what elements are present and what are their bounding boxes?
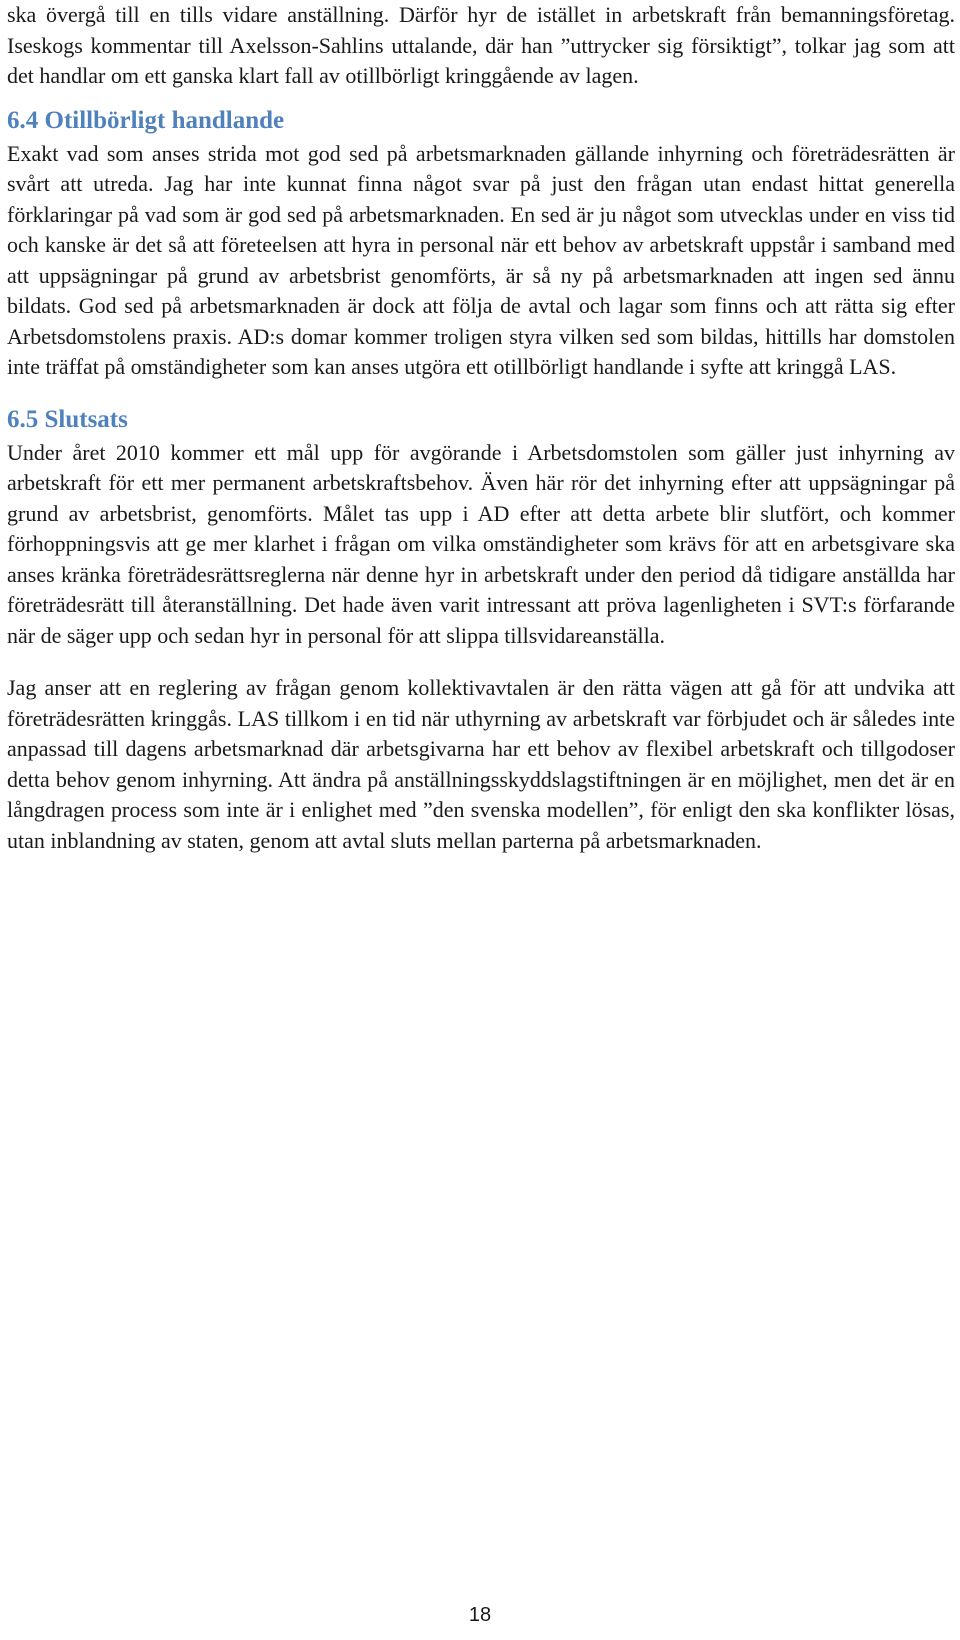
section-heading-6-4: 6.4 Otillbörligt handlande bbox=[7, 106, 285, 134]
intro-paragraph: ska övergå till en tills vidare anställning. Därför hyr de istället in arbetskraft från bemanningsföretag. Iseskogs kommentar till Axelsson-Sahlins uttalande, där han ”uttrycker sig försiktigt”, tolkar jag som att det handlar om ett ganska klart fall av otillbörligt kringgående av lagen. bbox=[7, 2, 955, 88]
page-number: 18 bbox=[468, 1604, 492, 1626]
section-6-5-paragraph-2: Jag anser att en reglering av frågan genom kollektivavtalen är den rätta vägen att gå för att undvika att företrädesrätten kringgås. LAS tillkom i en tid när uthyrning av arbetskraft var förbjudet och är således inte anpassad till dagens arbetsmarknad där arbetsgivarna har ett behov av flexibel arbetskraft och tillgodoser detta behov genom inhyrning. Att ändra på anställningsskyddslagstiftningen är en möjlighet, men det är en långdragen process som inte är i enlighet med ”den svenska modellen”, för enligt den ska konflikter lösas, utan inblandning av staten, genom att avtal sluts mellan parterna på arbetsmarknaden. bbox=[7, 675, 955, 853]
section-6-4-paragraph: Exakt vad som anses strida mot god sed på arbetsmarknaden gällande inhyrning och företrädesrätten är svårt att utreda. Jag har inte kunnat finna något svar på just den frågan utan endast hittat generella förklaringar på vad som är god sed på arbetsmarknaden. En sed är ju något som utvecklas under en viss tid och kanske är det så att företeelsen att hyra in personal när ett behov av arbetskraft uppstår i samband med att uppsägningar på grund av arbetsbrist genomförts, är så ny på arbetsmarknaden att ingen sed ännu bildats. God sed på arbetsmarknaden är dock att följa de avtal och lagar som finns och att rätta sig efter Arbetsdomstolens praxis. AD:s domar kommer troligen styra vilken sed som bildas, hittills har domstolen inte träffat på omständigheter som kan anses utgöra ett otillbörligt handlande i syfte att kringgå LAS. bbox=[7, 140, 955, 379]
section-heading-6-5: 6.5 Slutsats bbox=[7, 405, 128, 433]
section-6-5-paragraph-1: Under året 2010 kommer ett mål upp för avgörande i Arbetsdomstolen som gäller just inhyrning av arbetskraft för ett mer permanent arbetskraftsbehov. Även här rör det inhyrning efter att uppsägningar på grund av arbetsbrist, genomförts. Målet tas upp i AD efter att detta arbete blir slutfört, och kommer förhoppningsvis att ge mer klarhet i frågan om vilka omständigheter som krävs för att en arbetsgivare ska anses kränka företrädesrättsreglerna när denne hyr in arbetskraft under den period då tidigare anställda har företrädesrätt till återanställning. Det hade även varit intressant att pröva lagenligheten i SVT:s förfarande när de säger upp och sedan hyr in personal för att slippa tillsvidareanställa. bbox=[7, 439, 955, 648]
document-page bbox=[7, 0, 955, 856]
